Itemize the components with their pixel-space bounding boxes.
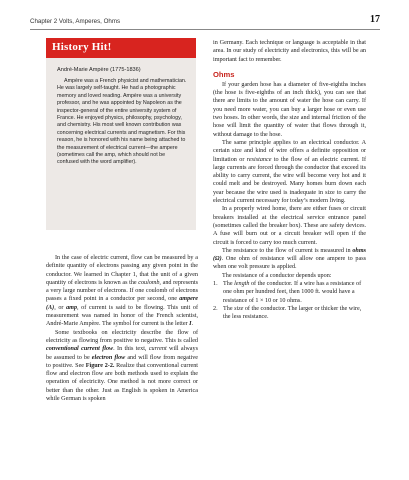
list-item: 1. The length of the conductor. If a wire has a resistance of one ohm per hundred feet, then 1000 ft. would have a resistance of 1 × 10 or 10 ohms. [213,281,362,304]
sidebar-title: History Hit! [52,41,112,53]
left-column [46,254,198,403]
right-column [213,39,366,322]
resistance-factors-list [213,280,366,321]
header-rule [30,29,380,30]
paragraph: In a properly wired home, there are either fuses or circuit breakers installed at the electrical service entrance panel (sometimes called the breaker box). These are safety devices. A fuse will burn out or a circuit breaker will open if the circuit is forced to carry too much current. [213,206,366,246]
sidebar-subtitle: André-Marie Ampère (1775-1836) [57,67,141,73]
paragraph: The resistance of a conductor depends upon: [222,272,332,279]
sidebar-body: Ampère was a French physicist and mathematician. He was largely self-taught. He had a photographic memory and loved reading. Ampère was a university professor, and he was appointed by Napoleon as the inspector-general of the entire university system of France. He enjoyed physics, philosophy, psychology, and chemistry. His most well known contribution was concerning electrical currents and magnetism. For this reason, he is honored with his name being attached to the measurement of electrical current—the ampere (sometimes call the amp, which should not be confused with the word amplifier). [57,78,187,166]
running-header [30,16,380,28]
paragraph: In the case of electric current, flow can be measured by a definite quantity of electrons passing any given point in the conductor. We learned in Chapter 1, that the unit of a given quantity of electrons is known as the coulomb, and represents a very large number of electrons. If one coulomb of electrons passes a fixed point in a conductor per second, one ampere (A), or amp, of current is said to be flowing. This unit of measurement was named in honor of the French scientist, André-Marie Ampère. The symbol for current is the letter I. [46,255,198,328]
history-hit-sidebar [46,38,196,230]
paragraph: The resistance to the flow of current is measured in ohms (Ω). One ohm of resistance will allow one ampere to pass when one volt pressure is applied. [213,247,366,271]
paragraph: in Germany. Each technique or language is acceptable in that area. In our study of electricity and electronics, this will be an important fact to remember. [213,40,366,63]
section-heading: Ohms [213,69,235,79]
paragraph: Some textbooks on electricity describe the flow of electricity as flowing from positive to negative. This is called conventional current flow. In this text, current will always be assumed to be electron flow and will flow from negative to positive. See Figure 2-2. Realize that conventional current flow and electron flow are both methods used to explain the operation of electricity. One method is not more correct or better than the other. Just as English is spoken in America while German is spoken [46,329,199,403]
paragraph: The same principle applies to an electrical conductor. A certain size and kind of wire offers a definite opposition or limitation or resistance to the flow of an electric current. If large currents are forced through the conductor that exceed its ability to carry current, the wire will become very hot and it could melt and be destroyed. Many homes burn down each year because the wire used is inadequate in size to carry the electrical current necessary for today’s modern living. [213,139,366,205]
paragraph: If your garden hose has a diameter of five-eighths inches (the hose is five-eighths of an inch thick), you can see that there are limits to the amount of water the hose can carry. If you need more water, you can buy a larger hose or even use two hoses. In other words, the size and internal friction of the hose will limit the quantity of water that flows through it, without damage to the hose. [213,81,366,138]
sidebar-banner [46,38,196,58]
page-number: 17 [370,14,380,25]
chapter-label: Chapter 2 Volts, Amperes, Ohms [30,18,121,25]
list-item: 2. The size of the conductor. The larger or thicker the wire, the less resistance. [213,305,362,321]
